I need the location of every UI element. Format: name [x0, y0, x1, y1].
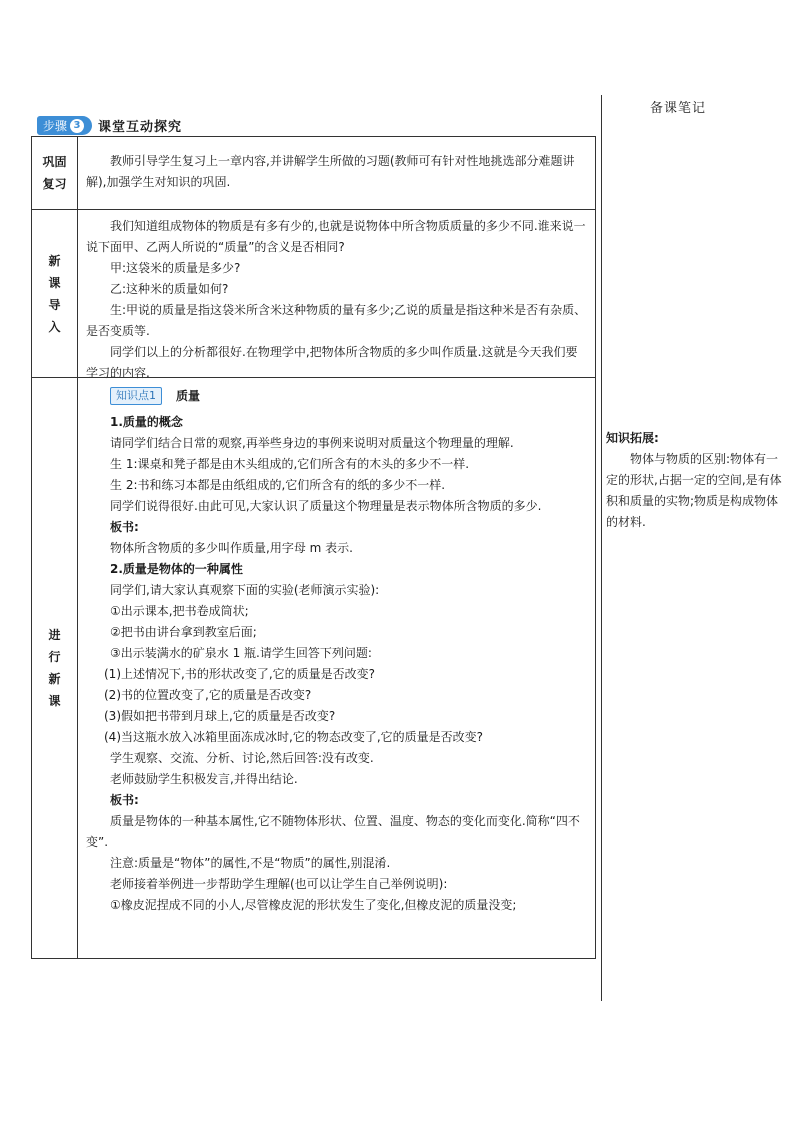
review-row: [32, 137, 595, 209]
board-conclusion: 质量是物体的一种基本属性,它不随物体形状、位置、温度、物态的变化而变化.简称“四不变”.: [86, 814, 580, 849]
review-label: 巩固 复习: [32, 137, 78, 209]
column-divider: [601, 95, 602, 1001]
step-title: 课堂互动探究: [98, 120, 183, 135]
board-definition: 物体所含物质的多少叫作质量,用字母 m 表示.: [110, 541, 353, 555]
lesson-line: 生 2:书和练习本都是由纸组成的,它们所含有的纸的多少不一样.: [110, 478, 446, 492]
step-header: [37, 116, 182, 135]
lesson-notes-title: 备课笔记: [650, 101, 707, 116]
lesson-line: 同学们说得很好.由此可见,大家认识了质量这个物理量是表示物体所含物质的多少.: [110, 499, 542, 513]
intro-label: 新 课 导 入: [32, 210, 78, 378]
board-label: 板书:: [110, 793, 139, 807]
question-item: (3)假如把书带到月球上,它的质量是否改变?: [104, 709, 336, 723]
lesson-line: 学生观察、交流、分析、讨论,然后回答:没有改变.: [110, 751, 374, 765]
intro-dialog-student: 生:甲说的质量是指这袋米所含米这种物质的量有多少;乙说的质量是指这种米是否有杂质、是否变质等.: [86, 303, 587, 338]
question-item: (2)书的位置改变了,它的质量是否改变?: [104, 688, 312, 702]
step-number-badge: 3: [70, 119, 84, 133]
notes-body: 物体与物质的区别:物体有一定的形状,占据一定的空间,是有体积和质量的实物;物质是构成物体的材料.: [606, 452, 782, 529]
lesson-line: ③出示装满水的矿泉水 1 瓶.请学生回答下列问题:: [110, 646, 372, 660]
subheading-mass-property: 2.质量是物体的一种属性: [110, 562, 243, 576]
question-item: (1)上述情况下,书的形状改变了,它的质量是否改变?: [104, 667, 375, 681]
lesson-line: 生 1:课桌和凳子都是由木头组成的,它们所含有的木头的多少不一样.: [110, 457, 470, 471]
lesson-line: 同学们,请大家认真观察下面的实验(老师演示实验):: [110, 583, 380, 597]
knowledge-point-badge: 知识点1: [110, 387, 162, 405]
lesson-note: 注意:质量是“物体”的属性,不是“物质”的属性,别混淆.: [110, 856, 391, 870]
intro-content: [78, 210, 595, 378]
review-text: 教师引导学生复习上一章内容,并讲解学生所做的习题(教师可有针对性地挑选部分难题讲解),加强学生对知识的巩固.: [86, 154, 575, 189]
intro-dialog-jia: 甲:这袋米的质量是多少?: [110, 261, 241, 275]
new-lesson-row: [32, 377, 595, 958]
lesson-line: ①橡皮泥捏成不同的小人,尽管橡皮泥的形状发生了变化,但橡皮泥的质量没变;: [110, 898, 517, 912]
lesson-line: 请同学们结合日常的观察,再举些身边的事例来说明对质量这个物理量的理解.: [110, 436, 514, 450]
subheading-mass-concept: 1.质量的概念: [110, 415, 183, 429]
new-lesson-content: [78, 378, 595, 958]
lesson-line: ①出示课本,把书卷成筒状;: [110, 604, 249, 618]
lesson-table: [31, 136, 596, 959]
intro-row: [32, 209, 595, 378]
question-item: (4)当这瓶水放入冰箱里面冻成冰时,它的物态改变了,它的质量是否改变?: [104, 730, 483, 744]
lesson-line: 老师接着举例进一步帮助学生理解(也可以让学生自己举例说明):: [110, 877, 448, 891]
step-tag-label: 步骤: [43, 119, 68, 133]
intro-summary: 同学们以上的分析都很好.在物理学中,把物体所含物质的多少叫作质量.这就是今天我们要学习的内容.: [86, 345, 578, 380]
step-tag: [37, 116, 92, 135]
board-label: 板书:: [110, 520, 139, 534]
side-notes: [606, 428, 788, 533]
lesson-line: ②把书由讲台拿到教室后面;: [110, 625, 257, 639]
intro-paragraph: 我们知道组成物体的物质是有多有少的,也就是说物体中所含物质质量的多少不同.谁来说一说下面甲、乙两人所说的“质量”的含义是否相同?: [86, 219, 586, 254]
knowledge-point-header: [110, 386, 589, 406]
knowledge-point-title: 质量: [176, 388, 201, 403]
new-lesson-label: 进 行 新 课: [32, 378, 78, 958]
intro-dialog-yi: 乙:这种米的质量如何?: [110, 282, 229, 296]
lesson-line: 老师鼓励学生积极发言,并得出结论.: [110, 772, 298, 786]
review-content: [78, 137, 595, 209]
notes-heading: 知识拓展:: [606, 431, 659, 445]
